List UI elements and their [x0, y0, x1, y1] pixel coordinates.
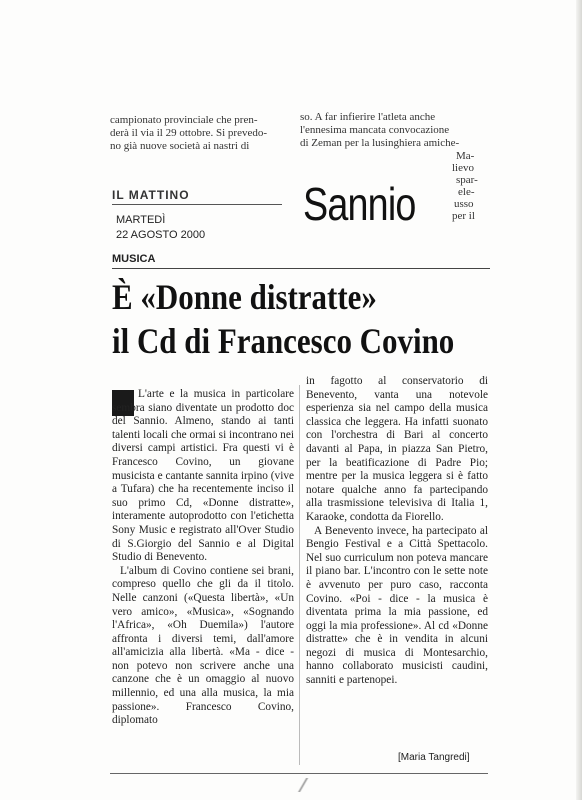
page-edge-shadow: [576, 0, 582, 800]
section-title: Sannio: [303, 178, 416, 230]
article-column-2: [306, 375, 488, 688]
paragraph: L'arte e la musica in particolare sembra siano diventate un prodotto doc del Sannio. Almeno, stando ai tanti talenti locali che ormai si incontrano nei diversi campi artistici. Fra questi vi è Francesco Covino, un giovane musicista e cantante sannita irpino (vive a Tufara) che ha recentemente inciso il suo primo Cd, «Donne distratte», interamente autoprodotto con l'etichetta Sony Music e registrato all'Over Studio di S.Giorgio del Sannio e al Digital Studio di Benevento.: [112, 388, 294, 564]
fragment-line: di Zeman per la lusinghiera amiche-: [300, 137, 460, 149]
headline-line-1: È «Donne distratte»: [112, 277, 377, 317]
fragment-line: spar-: [456, 174, 478, 186]
fragment-line: ele-: [458, 186, 475, 198]
paragraph: in fagotto al conservatorio di Benevento, vanta una notevole esperienza sia nel campo della musica classica che leggera. Ha infatti suonato con l'orchestra di Bari al concerto davanti al Papa, in piazza San Pietro, per la beatificazione di Padre Pio; mentre per la musica leggera si è fatto notare qualche anno fa partecipando alla trasmissione televisiva di Italia 1, Karaoke, condotta da Fiorello.: [306, 375, 488, 523]
byline: [Maria Tangredi]: [398, 752, 470, 763]
headline-line-2: il Cd di Francesco Covino: [112, 321, 455, 361]
fragment-line: lievo: [452, 162, 474, 174]
weekday: MARTEDÌ: [116, 214, 166, 226]
fragment-line: derà il via il 29 ottobre. Si prevedo-: [110, 127, 268, 139]
fragment-line: no già nuove società ai nastri di: [110, 140, 250, 152]
fragment-line: Ma-: [456, 150, 475, 162]
paragraph: L'album di Covino contiene sei brani, compreso quello che gli da il titolo. Nelle canzoni («Questa libertà», «Un vero amico», «Musica», «Sognando l'Africa», «Oh Duemila») l'autore affronta i diversi temi, dall'amore all'amicizia alla libertà. «Ma - dice - non potevo non scrivere anche una canzone che è un omaggio al nuovo millennio, ed una alla musica, la mia passione». Francesco Covino, diplomato: [112, 564, 294, 727]
divider: [110, 773, 488, 774]
publication-date: 22 AGOSTO 2000: [116, 229, 206, 241]
newspaper-name: IL MATTINO: [112, 188, 190, 202]
fragment-line: so. A far infierire l'atleta anche: [300, 111, 436, 123]
fragment-line: per il: [452, 210, 475, 222]
fragment-line: usso: [454, 198, 474, 210]
fragment-line: campionato provinciale che pren-: [110, 114, 258, 126]
divider: [112, 204, 282, 205]
scan-artifact: [290, 778, 320, 792]
paragraph: A Benevento invece, ha partecipato al Bengio Festival e a Città Spettacolo. Nel suo curriculum non poteva mancare il piano bar. L'incontro con le sette note è avvenuto per puro caso, racconta Covino. «Poi - dice - la musica è diventata prima la mia passione, ed oggi la mia professione». Al cd «Donne distratte» che è in vendita in alcuni negozi di musica di Montesarchio, hanno collaborato musicisti caudini, sanniti e partenopei.: [306, 524, 488, 687]
divider: [112, 268, 490, 269]
fragment-line: l'ennesima mancata convocazione: [300, 124, 450, 136]
article-kicker: MUSICA: [112, 253, 156, 265]
column-divider: [299, 385, 300, 765]
article-column-1: [112, 388, 294, 728]
